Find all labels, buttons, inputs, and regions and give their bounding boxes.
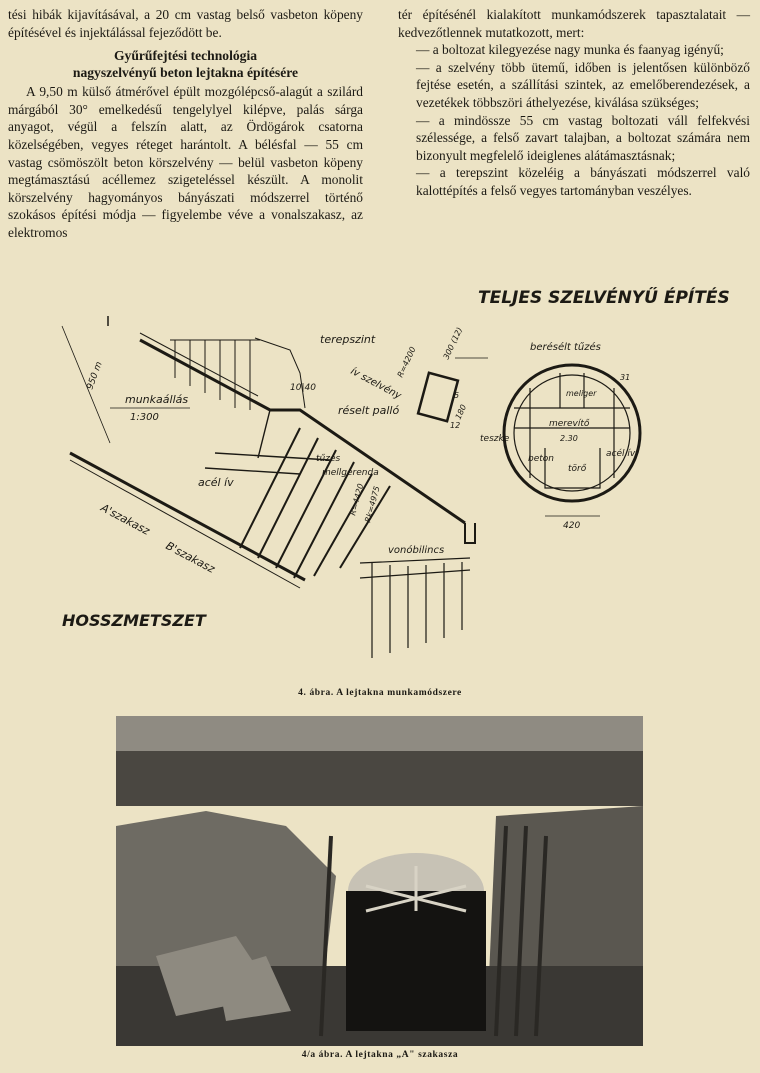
label-teszke: teszke <box>480 434 510 444</box>
label-reselt-pallo: réselt palló <box>338 404 400 417</box>
full-section-outer-ring <box>504 365 640 501</box>
label-230: 2.30 <box>560 434 578 443</box>
label-vonobilincs: vonóbilincs <box>388 545 445 556</box>
lining-line <box>215 453 330 460</box>
title-longitudinal: HOSSZMETSZET <box>62 611 206 630</box>
arch-profile <box>418 373 458 421</box>
excavation-face <box>258 410 270 458</box>
construction-photo <box>116 716 643 1046</box>
label-r4420: R=4420 <box>348 482 366 517</box>
label-950: 950 m <box>85 360 105 392</box>
left-text-column <box>8 6 363 242</box>
list-item: — a boltozat kilegyezése nagy munka és faanyag igényű; <box>416 42 724 58</box>
left-intro-paragraph: tési hibák kijavításával, a 20 cm vastag belső vasbeton köpeny építésével és injektálással fejeződött be. <box>8 7 363 40</box>
label-b-szakasz: B'szakasz <box>163 539 217 576</box>
label-terepszint: terepszint <box>320 333 376 346</box>
list-item: — a terepszint közeléig a bányászati módszerrel való kalottépítés a felső vegyes tartományban veszélyes. <box>416 165 750 198</box>
left-body-paragraph: A 9,50 m külső átmérővel épült mozgólépcső-alagút a szilárd márgából 30° emelkedésű tengelylyel kilépve, palás sárga anyagot, végül a felszín alatt, az Ördögárok csatorna közelségében, vegyes réteget harántolt. A bélésfal — 55 cm vastag csömöszölt beton körszelvény — belül vasbeton köpeny megtámasztású acéllemez szigeteléssel készült. A monolit körszelvény hagyományos bányászati módszerrel történő szokásos építési módja — figyelembe véve a vonalszakasz, az elektromos <box>8 84 363 240</box>
label-300: 300 (12) <box>441 326 465 361</box>
label-rk4975: Rk=4975 <box>363 485 382 524</box>
photo-background-trees <box>116 751 643 806</box>
label-meliger: meliger <box>566 389 597 398</box>
tunnel-upper-wall <box>140 340 465 523</box>
right-intro-paragraph: tér építésénél kialakított munkamódszerek tapasztalatait — kedvezőtlennek mutatkozott, mert: <box>398 7 750 40</box>
section-heading-line2: nagyszelvényű beton lejtakna építésére <box>72 65 299 81</box>
section-heading-line1: Gyűrűfejtési technológia <box>113 48 258 64</box>
label-5: 5 <box>454 391 460 400</box>
label-toro: törő <box>568 464 587 474</box>
label-munkaallas: munkaállás <box>125 393 189 406</box>
label-10-40: 10|40 <box>290 383 316 393</box>
figure-caption: 4. ábra. A lejtakna munkamódszere <box>298 688 462 698</box>
list-item: — a szelvény több ütemű, időben is jelentősen különböző fejtése esetén, a szállítási szintek, az emelőberendezések, a vezetékek többszöri áthelyezése, kiválása szükséges; <box>416 59 750 110</box>
drawing-svg <box>0 278 760 698</box>
shaft-outline <box>465 523 475 543</box>
tunnel-lower-wall-outer <box>70 460 300 588</box>
list-item: — a mindössze 55 cm vastag boltozati váll felfekvési szélessége, a felső zavart talajban, a boltozat számára nem bizonyult megfelelő ideiglenes alátámasztásnak; <box>416 112 750 163</box>
label-acel-iv-section: acél ív <box>606 449 636 459</box>
section-heading <box>8 47 363 81</box>
photo-svg <box>116 716 643 1046</box>
label-iv-szelveny: ív szelvény <box>348 365 403 402</box>
title-full-section: TELJES SZELVÉNYŰ ÉPÍTÉS <box>478 288 730 308</box>
label-420: 420 <box>563 521 581 531</box>
label-a-szakasz: A'szakasz <box>98 501 152 538</box>
photo-caption: 4/a ábra. A lejtakna „A" szakasza <box>301 1050 459 1060</box>
label-r4200: R=4200 <box>395 345 418 379</box>
right-text-column <box>398 6 750 200</box>
label-tuzes: tűzés <box>316 454 341 464</box>
terrain-line <box>255 338 305 408</box>
lining-line <box>205 468 300 474</box>
label-bereselt-tuzes: berésélt tűzés <box>530 342 601 353</box>
label-31: 31 <box>620 373 631 382</box>
technical-drawing <box>0 278 760 698</box>
label-beton: beton <box>528 454 554 464</box>
label-180: 180 <box>453 403 469 421</box>
label-acel-iv: acél ív <box>198 476 234 489</box>
tunnel-upper-wall-outer <box>140 333 258 396</box>
lower-bracing <box>360 558 470 658</box>
label-merevito: merevítő <box>549 419 590 429</box>
label-melgerenda: mellgerenda <box>322 468 379 478</box>
label-scale: 1:300 <box>130 412 159 423</box>
label-12: 12 <box>450 421 461 430</box>
